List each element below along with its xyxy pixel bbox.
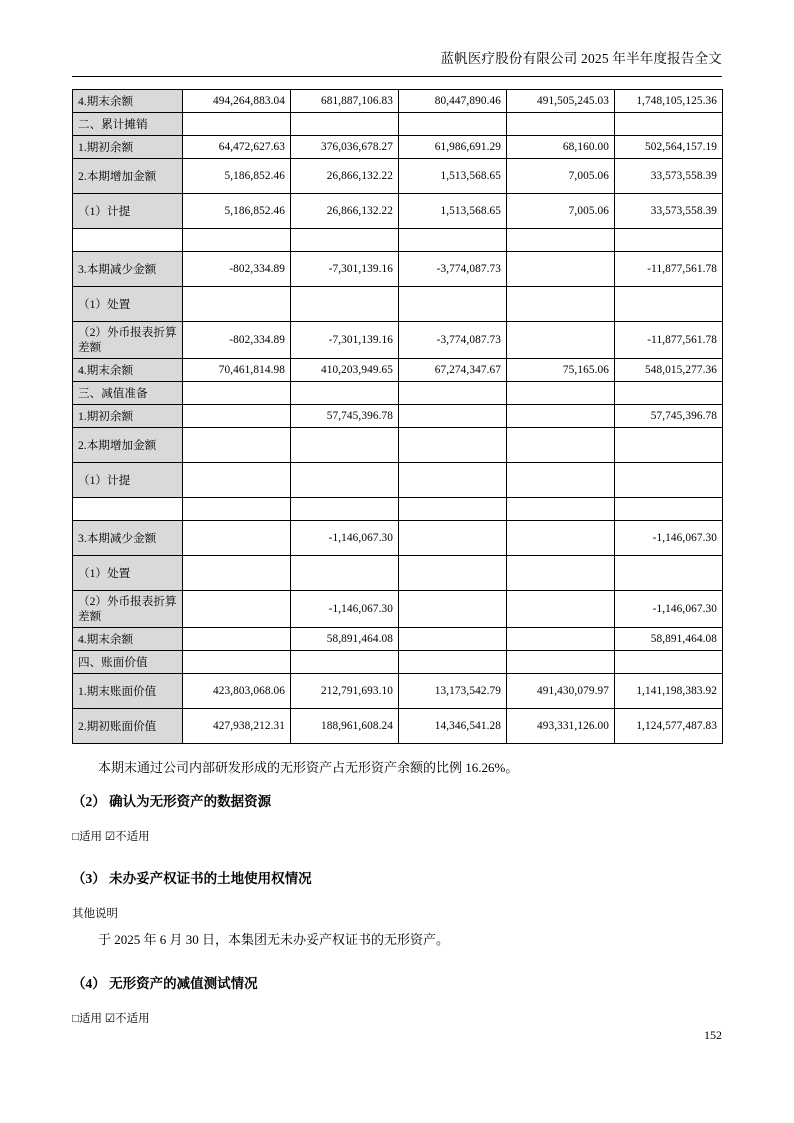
row-value xyxy=(291,463,399,498)
row-value xyxy=(183,498,291,521)
row-value: 13,173,542.79 xyxy=(399,674,507,709)
row-value xyxy=(291,428,399,463)
row-value xyxy=(615,287,723,322)
row-value: 494,264,883.04 xyxy=(183,90,291,113)
row-value: 427,938,212.31 xyxy=(183,709,291,744)
row-value xyxy=(183,628,291,651)
intangible-assets-table xyxy=(72,89,723,744)
row-value: 33,573,558.39 xyxy=(615,159,723,194)
row-value xyxy=(615,428,723,463)
row-value: 33,573,558.39 xyxy=(615,194,723,229)
row-value xyxy=(507,628,615,651)
row-value: 5,186,852.46 xyxy=(183,159,291,194)
row-value: 61,986,691.29 xyxy=(399,136,507,159)
table-row xyxy=(73,322,723,359)
row-value: -3,774,087.73 xyxy=(399,252,507,287)
row-value: -1,146,067.30 xyxy=(291,591,399,628)
row-value xyxy=(399,498,507,521)
table-row xyxy=(73,674,723,709)
row-value xyxy=(183,651,291,674)
row-value xyxy=(183,405,291,428)
row-value xyxy=(507,113,615,136)
table-row xyxy=(73,628,723,651)
row-value: 681,887,106.83 xyxy=(291,90,399,113)
header-divider xyxy=(72,76,722,77)
row-label: 4.期末余额 xyxy=(73,90,183,113)
row-label xyxy=(73,229,183,252)
row-label: 1.期初余额 xyxy=(73,405,183,428)
row-label: （1）计提 xyxy=(73,463,183,498)
row-value xyxy=(399,591,507,628)
row-value xyxy=(291,556,399,591)
table-row xyxy=(73,709,723,744)
row-value xyxy=(615,382,723,405)
row-value: -11,877,561.78 xyxy=(615,252,723,287)
row-value xyxy=(291,113,399,136)
row-value: 7,005.06 xyxy=(507,194,615,229)
row-label: 3.本期减少金额 xyxy=(73,521,183,556)
row-value: 548,015,277.36 xyxy=(615,359,723,382)
row-label: （2）外币报表折算差额 xyxy=(73,591,183,628)
row-value: 1,124,577,487.83 xyxy=(615,709,723,744)
row-label: 2.本期增加金额 xyxy=(73,159,183,194)
table-row xyxy=(73,229,723,252)
row-value: 70,461,814.98 xyxy=(183,359,291,382)
row-value xyxy=(507,556,615,591)
row-value xyxy=(399,382,507,405)
row-value: 26,866,132.22 xyxy=(291,159,399,194)
row-value xyxy=(507,322,615,359)
row-value xyxy=(183,229,291,252)
row-label: 三、减值准备 xyxy=(73,382,183,405)
row-label: 2.期初账面价值 xyxy=(73,709,183,744)
other-notes-label: 其他说明 xyxy=(72,908,118,920)
section-3-paragraph: 于 2025 年 6 月 30 日，本集团无未办妥产权证书的无形资产。 xyxy=(98,932,450,947)
row-label: 4.期末余额 xyxy=(73,359,183,382)
row-value xyxy=(615,651,723,674)
row-label: （2）外币报表折算差额 xyxy=(73,322,183,359)
row-value xyxy=(399,113,507,136)
row-value xyxy=(399,556,507,591)
row-value xyxy=(507,651,615,674)
row-value xyxy=(183,521,291,556)
row-value xyxy=(507,287,615,322)
row-value: 67,274,347.67 xyxy=(399,359,507,382)
row-label: （1）处置 xyxy=(73,556,183,591)
row-value xyxy=(399,651,507,674)
table-row xyxy=(73,521,723,556)
table-row xyxy=(73,252,723,287)
row-value xyxy=(291,651,399,674)
row-value xyxy=(615,229,723,252)
row-value xyxy=(399,229,507,252)
section-heading-3: （3） 未办妥产权证书的土地使用权情况 xyxy=(72,871,312,886)
row-value xyxy=(399,428,507,463)
row-value: -802,334.89 xyxy=(183,322,291,359)
row-value: -1,146,067.30 xyxy=(615,521,723,556)
row-value xyxy=(507,252,615,287)
row-label: 4.期末余额 xyxy=(73,628,183,651)
table-row xyxy=(73,359,723,382)
table-row xyxy=(73,463,723,498)
row-value xyxy=(183,463,291,498)
row-label: 2.本期增加金额 xyxy=(73,428,183,463)
row-value: -1,146,067.30 xyxy=(615,591,723,628)
row-value: 491,430,079.97 xyxy=(507,674,615,709)
table-body xyxy=(73,90,723,744)
row-value xyxy=(507,405,615,428)
table-row xyxy=(73,287,723,322)
row-value: 212,791,693.10 xyxy=(291,674,399,709)
row-label: （1）处置 xyxy=(73,287,183,322)
table-row xyxy=(73,194,723,229)
row-value: 502,564,157.19 xyxy=(615,136,723,159)
row-value xyxy=(615,498,723,521)
table-row xyxy=(73,159,723,194)
row-value: 1,513,568.65 xyxy=(399,159,507,194)
row-value: 57,745,396.78 xyxy=(615,405,723,428)
row-value xyxy=(183,287,291,322)
row-value xyxy=(507,229,615,252)
table-row xyxy=(73,651,723,674)
row-value xyxy=(291,382,399,405)
table-row xyxy=(73,90,723,113)
row-value xyxy=(183,113,291,136)
row-value xyxy=(507,428,615,463)
row-value: -11,877,561.78 xyxy=(615,322,723,359)
row-value: 58,891,464.08 xyxy=(615,628,723,651)
row-value xyxy=(615,463,723,498)
row-label: 3.本期减少金额 xyxy=(73,252,183,287)
row-value: 58,891,464.08 xyxy=(291,628,399,651)
row-value: 493,331,126.00 xyxy=(507,709,615,744)
table-row xyxy=(73,382,723,405)
row-value: 5,186,852.46 xyxy=(183,194,291,229)
row-label: （1）计提 xyxy=(73,194,183,229)
row-value xyxy=(507,382,615,405)
row-value: 491,505,245.03 xyxy=(507,90,615,113)
row-value xyxy=(291,229,399,252)
row-value: -1,146,067.30 xyxy=(291,521,399,556)
row-value xyxy=(507,591,615,628)
row-value: -802,334.89 xyxy=(183,252,291,287)
row-value: 188,961,608.24 xyxy=(291,709,399,744)
row-label: 1.期初余额 xyxy=(73,136,183,159)
table-row xyxy=(73,113,723,136)
row-value: 1,141,198,383.92 xyxy=(615,674,723,709)
row-value: 75,165.06 xyxy=(507,359,615,382)
row-label xyxy=(73,498,183,521)
row-value: 1,513,568.65 xyxy=(399,194,507,229)
internal-rd-ratio-note: 本期末通过公司内部研发形成的无形资产占无形资产余额的比例 16.26%。 xyxy=(98,760,519,775)
page-header: 蓝帆医疗股份有限公司 2025 年半年度报告全文 xyxy=(440,51,722,66)
row-value: 80,447,890.46 xyxy=(399,90,507,113)
row-value xyxy=(507,521,615,556)
row-value xyxy=(291,498,399,521)
table-row xyxy=(73,498,723,521)
table-row xyxy=(73,591,723,628)
row-value xyxy=(183,428,291,463)
row-value xyxy=(399,405,507,428)
row-value: 14,346,541.28 xyxy=(399,709,507,744)
row-value: 26,866,132.22 xyxy=(291,194,399,229)
row-value: 410,203,949.65 xyxy=(291,359,399,382)
row-value: 64,472,627.63 xyxy=(183,136,291,159)
row-value xyxy=(615,113,723,136)
row-value: -7,301,139.16 xyxy=(291,322,399,359)
page-number: 152 xyxy=(704,1028,722,1042)
row-value xyxy=(183,382,291,405)
row-value xyxy=(399,463,507,498)
row-value xyxy=(183,591,291,628)
row-value: -7,301,139.16 xyxy=(291,252,399,287)
row-value xyxy=(399,628,507,651)
row-value xyxy=(507,498,615,521)
section-heading-2: （2） 确认为无形资产的数据资源 xyxy=(72,794,272,809)
row-value xyxy=(615,556,723,591)
table-row xyxy=(73,428,723,463)
row-value: 68,160.00 xyxy=(507,136,615,159)
row-value xyxy=(291,287,399,322)
table-row xyxy=(73,405,723,428)
row-value: 1,748,105,125.36 xyxy=(615,90,723,113)
section-2-applicability: □适用 ☑不适用 xyxy=(72,831,150,843)
row-value: 376,036,678.27 xyxy=(291,136,399,159)
section-heading-4: （4） 无形资产的减值测试情况 xyxy=(72,976,258,991)
row-value xyxy=(399,521,507,556)
row-value xyxy=(507,463,615,498)
section-4-applicability: □适用 ☑不适用 xyxy=(72,1013,150,1025)
row-label: 1.期末账面价值 xyxy=(73,674,183,709)
row-value xyxy=(399,287,507,322)
row-value: 7,005.06 xyxy=(507,159,615,194)
row-value xyxy=(183,556,291,591)
table-row xyxy=(73,556,723,591)
row-value: 423,803,068.06 xyxy=(183,674,291,709)
row-label: 二、累计摊销 xyxy=(73,113,183,136)
row-value: 57,745,396.78 xyxy=(291,405,399,428)
table-row xyxy=(73,136,723,159)
row-label: 四、账面价值 xyxy=(73,651,183,674)
row-value: -3,774,087.73 xyxy=(399,322,507,359)
